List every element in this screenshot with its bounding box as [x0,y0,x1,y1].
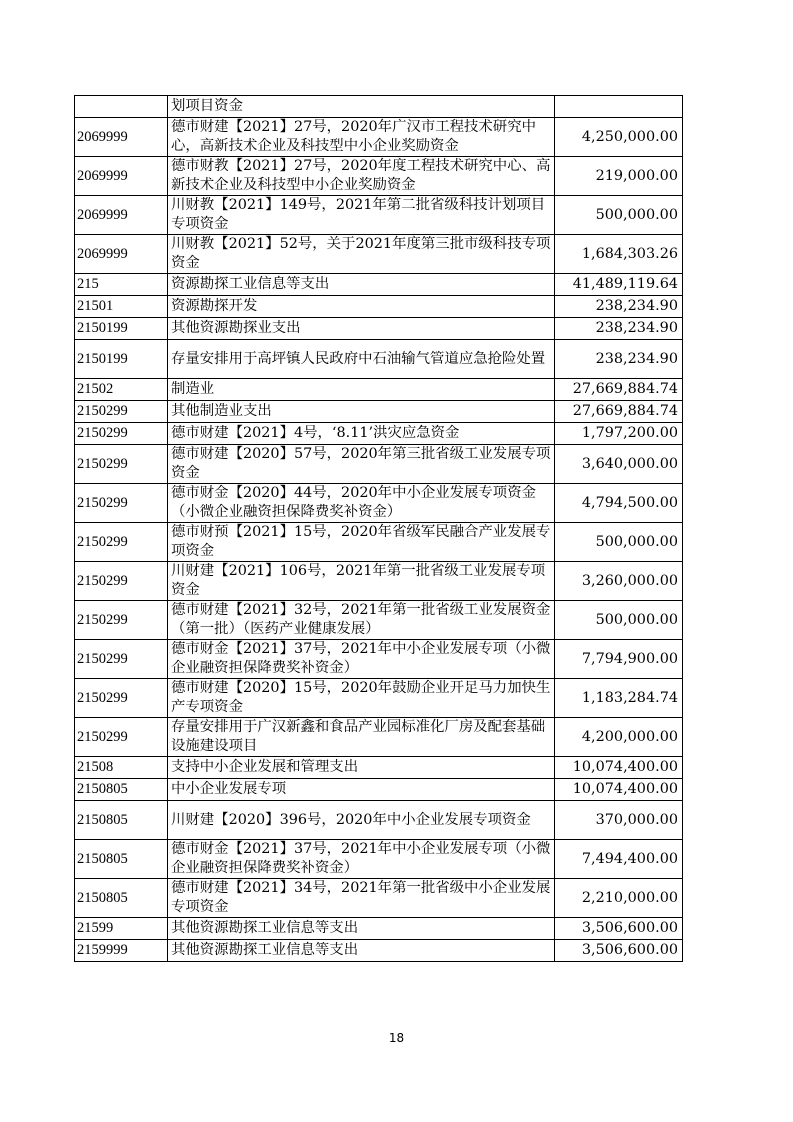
subject-code-cell: 2150299 [75,601,168,640]
amount-cell: 3,506,600.00 [555,918,683,940]
amount-cell: 7,794,900.00 [555,640,683,679]
description-cell: 其他资源勘探工业信息等支出 [168,940,555,962]
subject-code-cell: 21599 [75,918,168,940]
subject-code-cell [75,96,168,118]
description-cell: 川财教【2021】149号，2021年第二批省级科技计划项目专项资金 [168,196,555,235]
amount-cell: 10,074,400.00 [555,779,683,801]
subject-code-cell: 2069999 [75,235,168,274]
description-cell: 德市财金【2021】37号，2021年中小企业发展专项（小微企业融资担保降费奖补资金） [168,840,555,879]
table-row [75,118,683,157]
description-cell: 中小企业发展专项 [168,779,555,801]
table-row [75,157,683,196]
table-row [75,318,683,340]
amount-cell: 1,684,303.26 [555,235,683,274]
table-row [75,757,683,779]
description-cell: 德市财预【2021】15号，2020年省级军民融合产业发展专项资金 [168,523,555,562]
amount-cell: 500,000.00 [555,601,683,640]
amount-cell: 3,260,000.00 [555,562,683,601]
description-cell: 德市财建【2021】32号，2021年第一批省级工业发展资金（第一批）（医药产业健康发展） [168,601,555,640]
subject-code-cell: 2150299 [75,523,168,562]
description-cell: 川财建【2021】106号，2021年第一批省级工业发展专项资金 [168,562,555,601]
table-row [75,340,683,379]
amount-cell: 2,210,000.00 [555,879,683,918]
subject-code-cell: 2150805 [75,840,168,879]
description-cell: 德市财金【2021】37号，2021年中小企业发展专项（小微企业融资担保降费奖补资金） [168,640,555,679]
subject-code-cell: 2150299 [75,640,168,679]
table-row [75,445,683,484]
table-row [75,779,683,801]
description-cell: 制造业 [168,379,555,401]
description-cell: 其他制造业支出 [168,401,555,423]
amount-cell: 238,234.90 [555,296,683,318]
subject-code-cell: 2150299 [75,484,168,523]
subject-code-cell: 21508 [75,757,168,779]
subject-code-cell: 2150199 [75,318,168,340]
table-row [75,640,683,679]
amount-cell: 1,797,200.00 [555,423,683,445]
description-cell: 资源勘探开发 [168,296,555,318]
table-row [75,401,683,423]
amount-cell: 500,000.00 [555,196,683,235]
table-row [75,918,683,940]
table-row [75,601,683,640]
description-cell: 资源勘探工业信息等支出 [168,274,555,296]
table-row [75,879,683,918]
subject-code-cell: 2150299 [75,401,168,423]
description-cell: 德市财建【2021】34号，2021年第一批省级中小企业发展专项资金 [168,879,555,918]
description-cell: 德市财建【2020】57号，2020年第三批省级工业发展专项资金 [168,445,555,484]
amount-cell: 3,506,600.00 [555,940,683,962]
subject-code-cell: 21501 [75,296,168,318]
subject-code-cell: 2159999 [75,940,168,962]
description-cell: 德市财建【2020】15号，2020年鼓励企业开足马力加快生产专项资金 [168,679,555,718]
amount-cell: 3,640,000.00 [555,445,683,484]
subject-code-cell: 2150805 [75,801,168,840]
description-cell: 川财建【2020】396号，2020年中小企业发展专项资金 [168,801,555,840]
subject-code-cell: 2150299 [75,562,168,601]
table-row [75,196,683,235]
amount-cell [555,96,683,118]
amount-cell: 27,669,884.74 [555,401,683,423]
amount-cell: 10,074,400.00 [555,757,683,779]
table-body [75,96,683,962]
description-cell: 其他资源勘探工业信息等支出 [168,918,555,940]
table-row [75,562,683,601]
subject-code-cell: 2069999 [75,118,168,157]
description-cell: 存量安排用于高坪镇人民政府中石油输气管道应急抢险处置 [168,340,555,379]
amount-cell: 7,494,400.00 [555,840,683,879]
table-row [75,718,683,757]
description-cell: 德市财建【2021】27号，2020年广汉市工程技术研究中心，高新技术企业及科技型中小企业奖励资金 [168,118,555,157]
description-cell: 德市财金【2020】44号，2020年中小企业发展专项资金（小微企业融资担保降费奖补资金） [168,484,555,523]
amount-cell: 238,234.90 [555,318,683,340]
amount-cell: 27,669,884.74 [555,379,683,401]
subject-code-cell: 2150805 [75,879,168,918]
subject-code-cell: 2069999 [75,157,168,196]
amount-cell: 1,183,284.74 [555,679,683,718]
amount-cell: 238,234.90 [555,340,683,379]
table-row [75,940,683,962]
subject-code-cell: 21502 [75,379,168,401]
subject-code-cell: 2069999 [75,196,168,235]
description-cell: 存量安排用于广汉新鑫和食品产业园标准化厂房及配套基础设施建设项目 [168,718,555,757]
description-cell: 德市财建【2021】4号，‘8.11’洪灾应急资金 [168,423,555,445]
table-row [75,423,683,445]
description-cell: 其他资源勘探业支出 [168,318,555,340]
table-row [75,235,683,274]
amount-cell: 370,000.00 [555,801,683,840]
amount-cell: 4,250,000.00 [555,118,683,157]
description-cell: 川财教【2021】52号，关于2021年度第三批市级科技专项资金 [168,235,555,274]
amount-cell: 219,000.00 [555,157,683,196]
table-row [75,484,683,523]
subject-code-cell: 2150805 [75,779,168,801]
expenditure-table [74,95,683,962]
subject-code-cell: 2150199 [75,340,168,379]
table-row [75,96,683,118]
amount-cell: 500,000.00 [555,523,683,562]
subject-code-cell: 2150299 [75,445,168,484]
amount-cell: 4,794,500.00 [555,484,683,523]
table-row [75,379,683,401]
table-row [75,840,683,879]
table-row [75,801,683,840]
subject-code-cell: 215 [75,274,168,296]
amount-cell: 41,489,119.64 [555,274,683,296]
subject-code-cell: 2150299 [75,718,168,757]
table-row [75,679,683,718]
page-number: 18 [388,1031,405,1045]
table-row [75,296,683,318]
table-row [75,274,683,296]
subject-code-cell: 2150299 [75,679,168,718]
description-cell: 划项目资金 [168,96,555,118]
description-cell: 支持中小企业发展和管理支出 [168,757,555,779]
subject-code-cell: 2150299 [75,423,168,445]
table-row [75,523,683,562]
description-cell: 德市财教【2021】27号，2020年度工程技术研究中心、高新技术企业及科技型中小企业奖励资金 [168,157,555,196]
amount-cell: 4,200,000.00 [555,718,683,757]
